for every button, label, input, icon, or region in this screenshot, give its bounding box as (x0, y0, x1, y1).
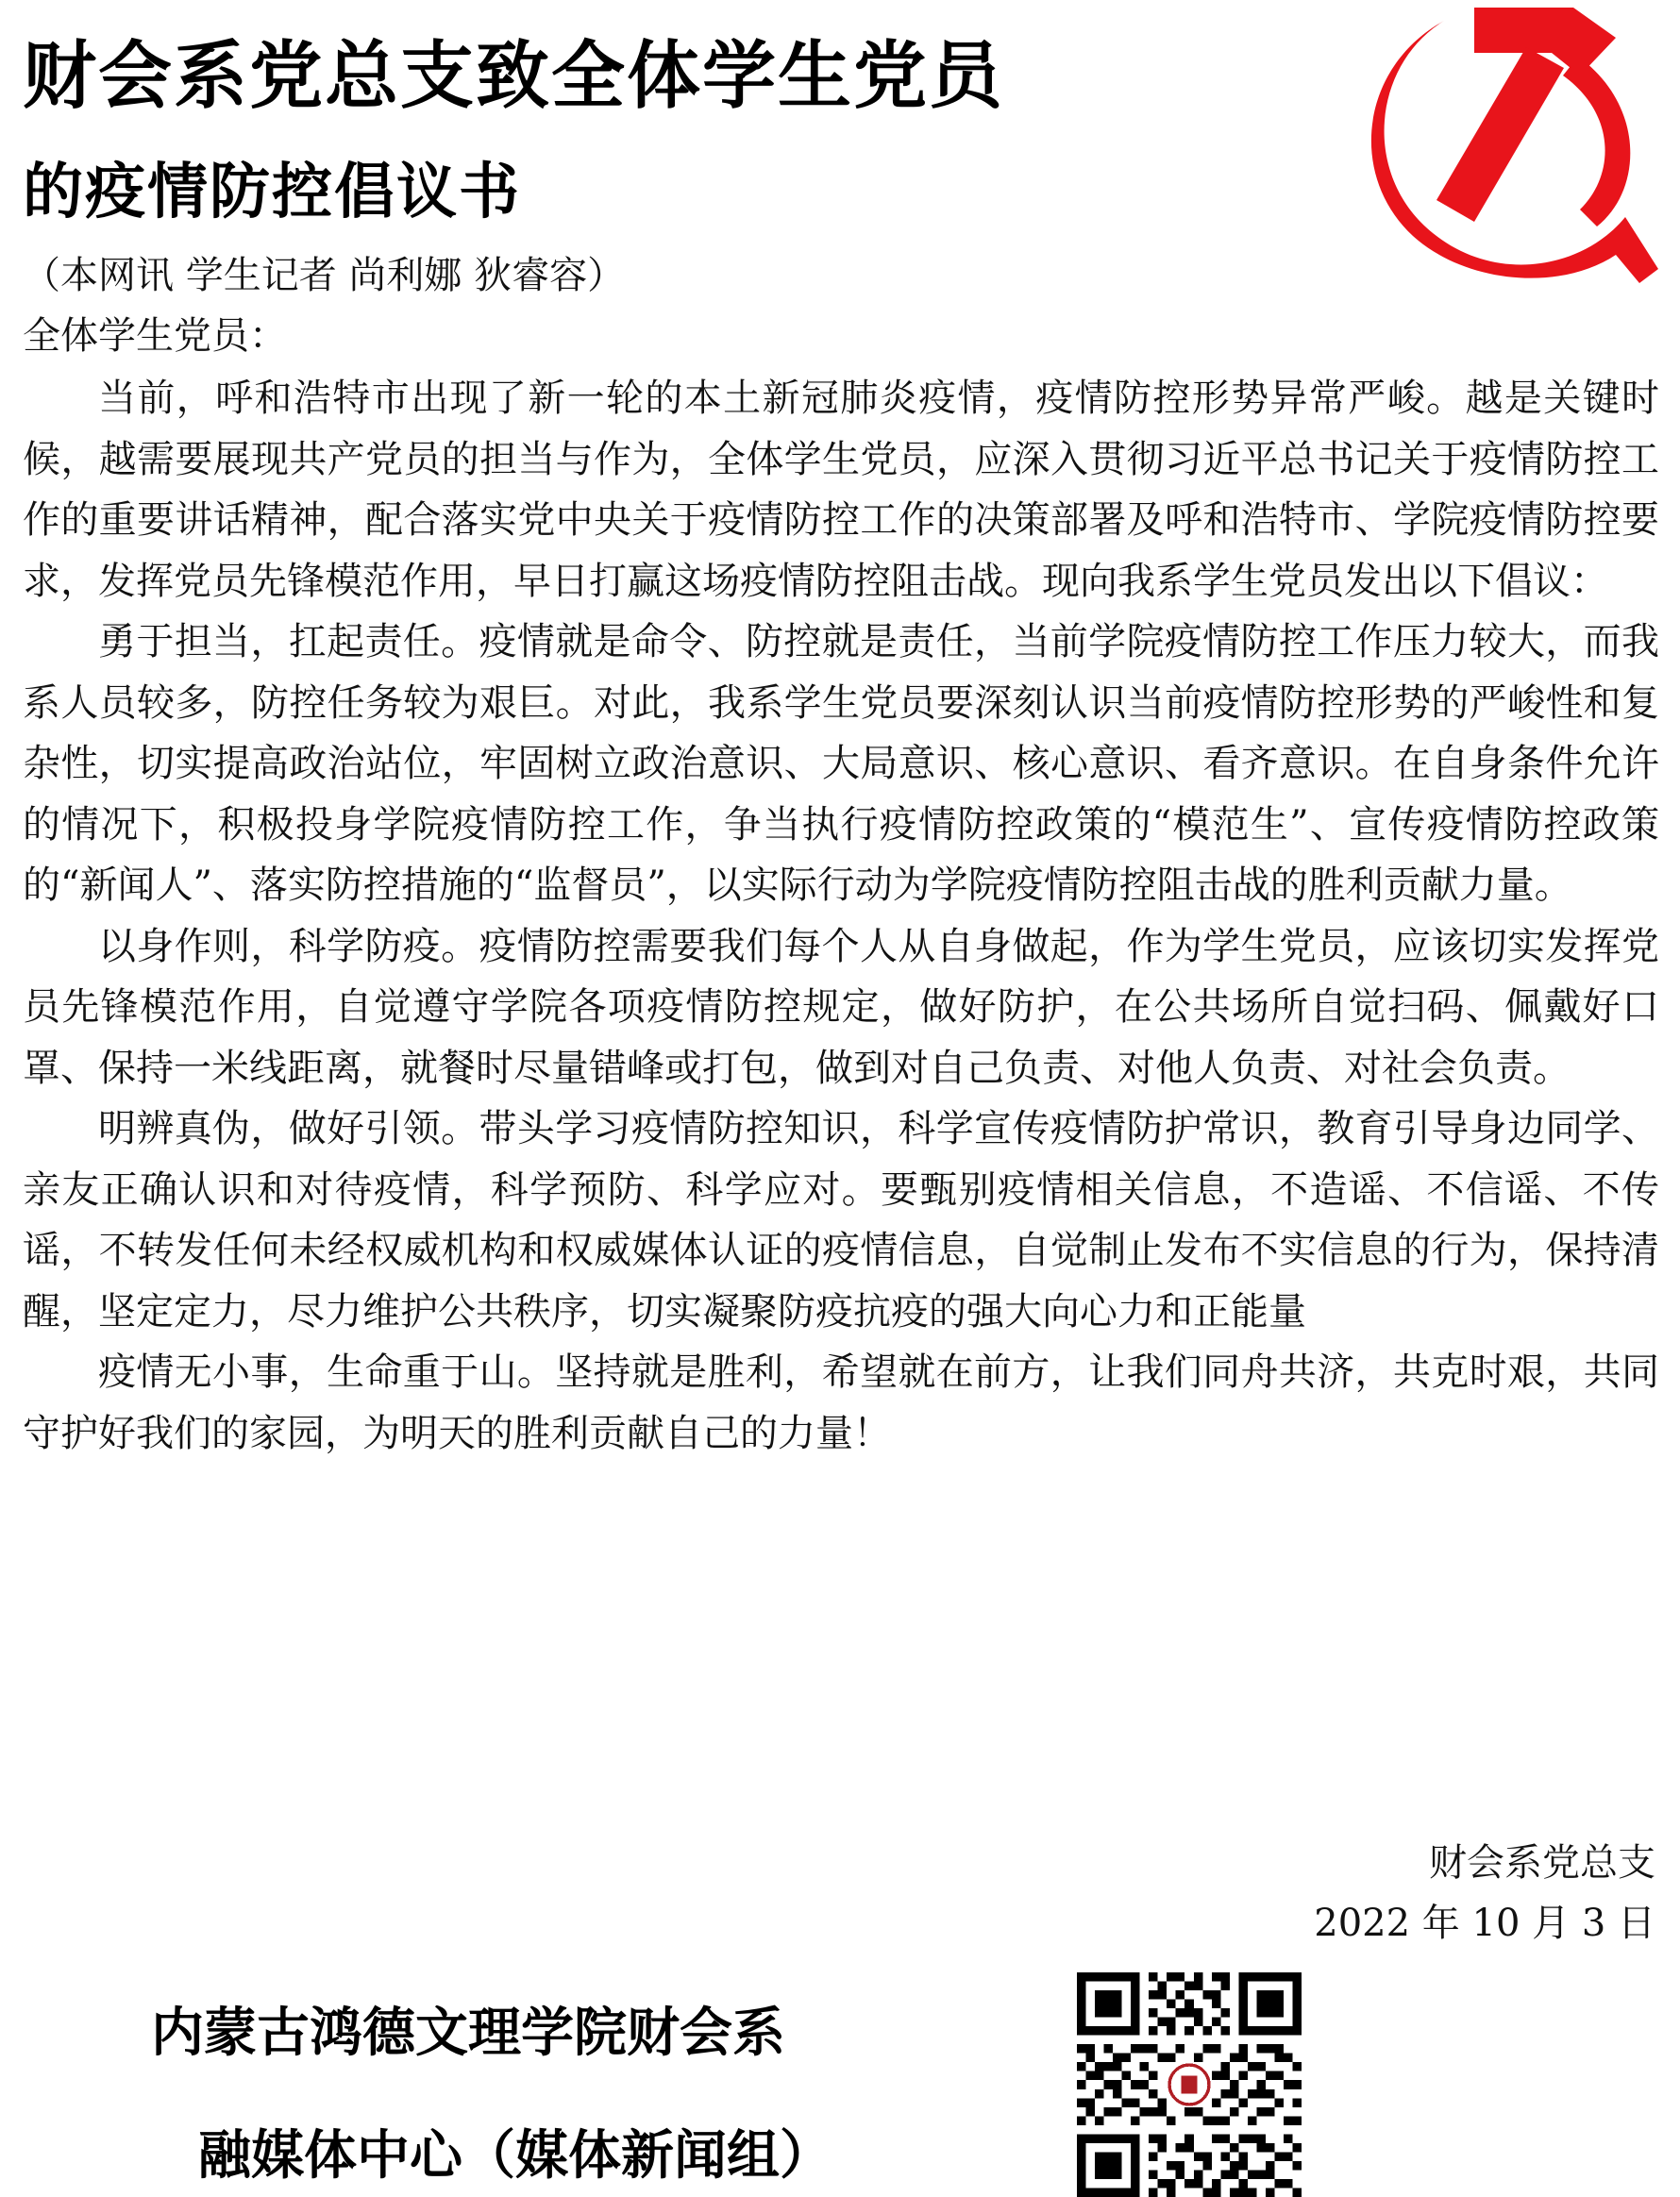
document-title-line2: 的疫情防控倡议书 (23, 158, 521, 227)
paragraph: 疫情无小事，生命重于山。坚持就是胜利，希望就在前方，让我们同舟共济，共克时艰，共同守护好我们的家园，为明天的胜利贡献自己的力量！ (23, 1350, 1659, 1455)
qr-code-icon (1076, 1972, 1302, 2197)
footer-media-center: 融媒体中心（媒体新闻组） (198, 2125, 832, 2187)
paragraph: 明辨真伪，做好引领。带头学习疫情防控知识，科学宣传疫情防护常识，教育引导身边同学、亲友正确认识和对待疫情，科学预防、科学应对。要甄别疫情相关信息，不造谣、不信谣、不传谣，不转发任何未经权威机构和权威媒体认证的疫情信息，自觉制止发布不实信息的行为，保持清醒，坚定定力，尽力维护公共秩序，切实凝聚防疫抗疫的强大向心力和正能量 (23, 1107, 1659, 1333)
paragraph: 当前，呼和浩特市出现了新一轮的本土新冠肺炎疫情，疫情防控形势异常严峻。越是关键时候，越需要展现共产党员的担当与作为，全体学生党员，应深入贯彻习近平总书记关于疫情防控工作的重要讲话精神，配合落实党中央关于疫情防控工作的决策部署及呼和浩特市、学院疫情防控要求，发挥党员先锋模范作用，早日打赢这场疫情防控阻击战。现向我系学生党员发出以下倡议： (23, 377, 1659, 603)
party-emblem-icon (1333, 0, 1659, 293)
document-title-line1: 财会系党总支致全体学生党员 (23, 34, 1005, 119)
byline: （本网讯 学生记者 尚利娜 狄睿容） (23, 254, 626, 297)
salutation: 全体学生党员： (23, 314, 287, 358)
signature-date: 2022 年 10 月 3 日 (1314, 1902, 1655, 1945)
letter-body (23, 368, 1659, 1464)
signature-org: 财会系党总支 (1429, 1841, 1655, 1885)
paragraph: 勇于担当，扛起责任。疫情就是命令、防控就是责任，当前学院疫情防控工作压力较大，而我系人员较多，防控任务较为艰巨。对此，我系学生党员要深刻认识当前疫情防控形势的严峻性和复杂性，切实提高政治站位，牢固树立政治意识、大局意识、核心意识、看齐意识。在自身条件允许的情况下，积极投身学院疫情防控工作，争当执行疫情防控政策的“模范生”、宣传疫情防控政策的“新闻人”、落实防控措施的“监督员”，以实际行动为学院疫情防控阻击战的胜利贡献力量。 (23, 620, 1659, 907)
signature-block (1314, 1833, 1655, 1954)
footer-organization: 内蒙古鸿德文理学院财会系 (151, 2003, 785, 2064)
paragraph: 以身作则，科学防疫。疫情防控需要我们每个人从自身做起，作为学生党员，应该切实发挥党员先锋模范作用，自觉遵守学院各项疫情防控规定，做好防护，在公共场所自觉扫码、佩戴好口罩、保持一米线距离，就餐时尽量错峰或打包，做到对自己负责、对他人负责、对社会负责。 (23, 924, 1659, 1090)
